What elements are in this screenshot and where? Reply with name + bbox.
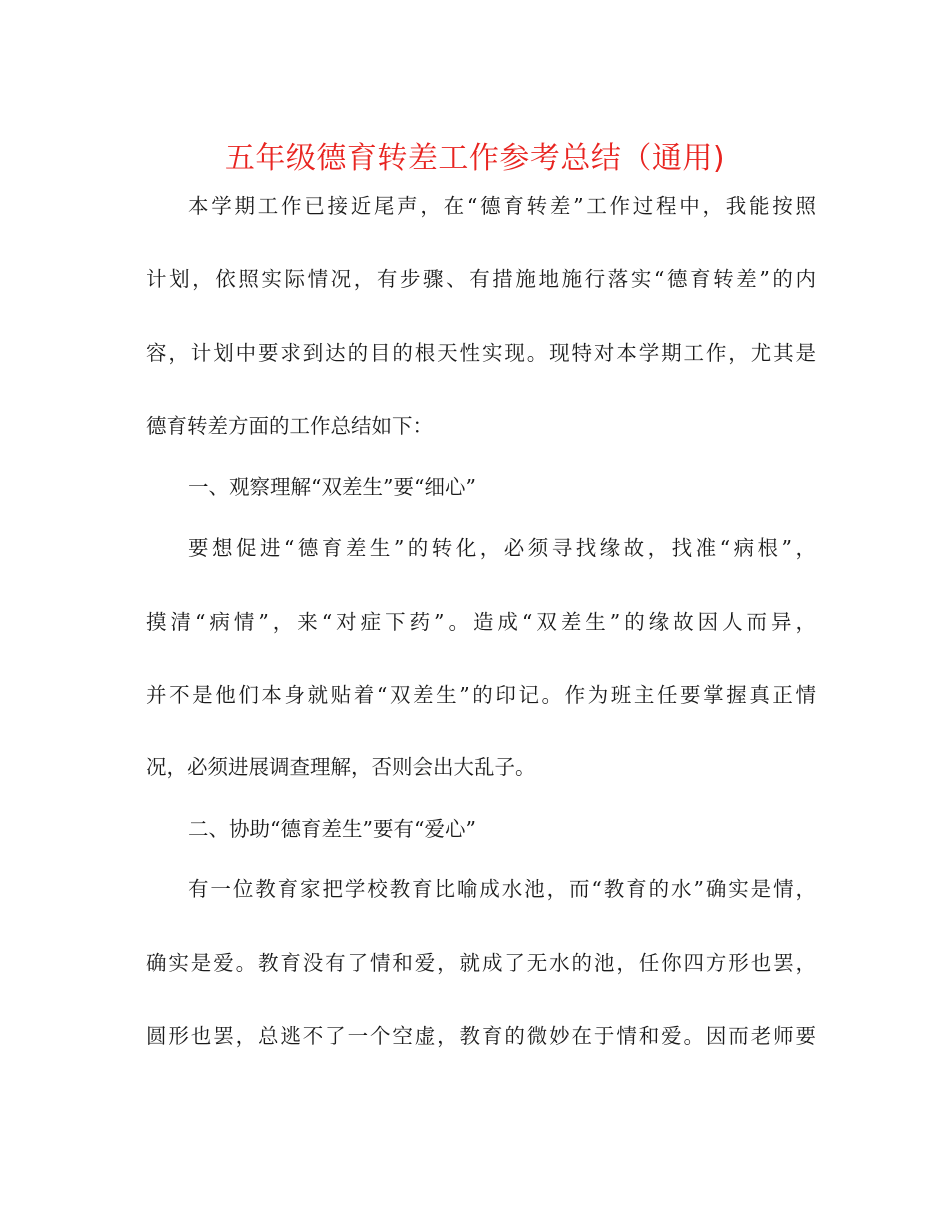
paragraph-line: 况，必须进展调查理解，否则会出大乱子。: [146, 755, 536, 779]
paragraph-line: 容，计划中要求到达的目的根天性实现。现特对本学期工作，尤其是: [146, 341, 816, 365]
paragraph-line: 确实是爱。教育没有了情和爱，就成了无水的池，任你四方形也罢，: [146, 951, 816, 975]
section-heading: 二、协助“德育差生”要有“爱心”: [188, 817, 476, 841]
section-heading: 一、观察理解“双差生”要“细心”: [188, 475, 476, 499]
paragraph-line: 摸清“病情”，来“对症下药”。造成“双差生”的缘故因人而异，: [146, 610, 816, 634]
paragraph-line: 并不是他们本身就贴着“双差生”的印记。作为班主任要掌握真正情: [146, 683, 816, 707]
paragraph-line: 要想促进“德育差生”的转化，必须寻找缘故，找准“病根”，: [188, 536, 816, 560]
paragraph-line: 本学期工作已接近尾声，在“德育转差”工作过程中，我能按照: [188, 194, 816, 218]
document-title: 五年级德育转差工作参考总结（通用): [224, 141, 726, 176]
paragraph-line: 计划，依照实际情况，有步骤、有措施地施行落实“德育转差”的内: [146, 267, 816, 291]
paragraph-line: 有一位教育家把学校教育比喻成水池，而“教育的水”确实是情，: [188, 877, 816, 901]
paragraph-line: 德育转差方面的工作总结如下：: [146, 414, 433, 438]
paragraph-line: 圆形也罢，总逃不了一个空虚，教育的微妙在于情和爱。因而老师要: [146, 1024, 816, 1048]
